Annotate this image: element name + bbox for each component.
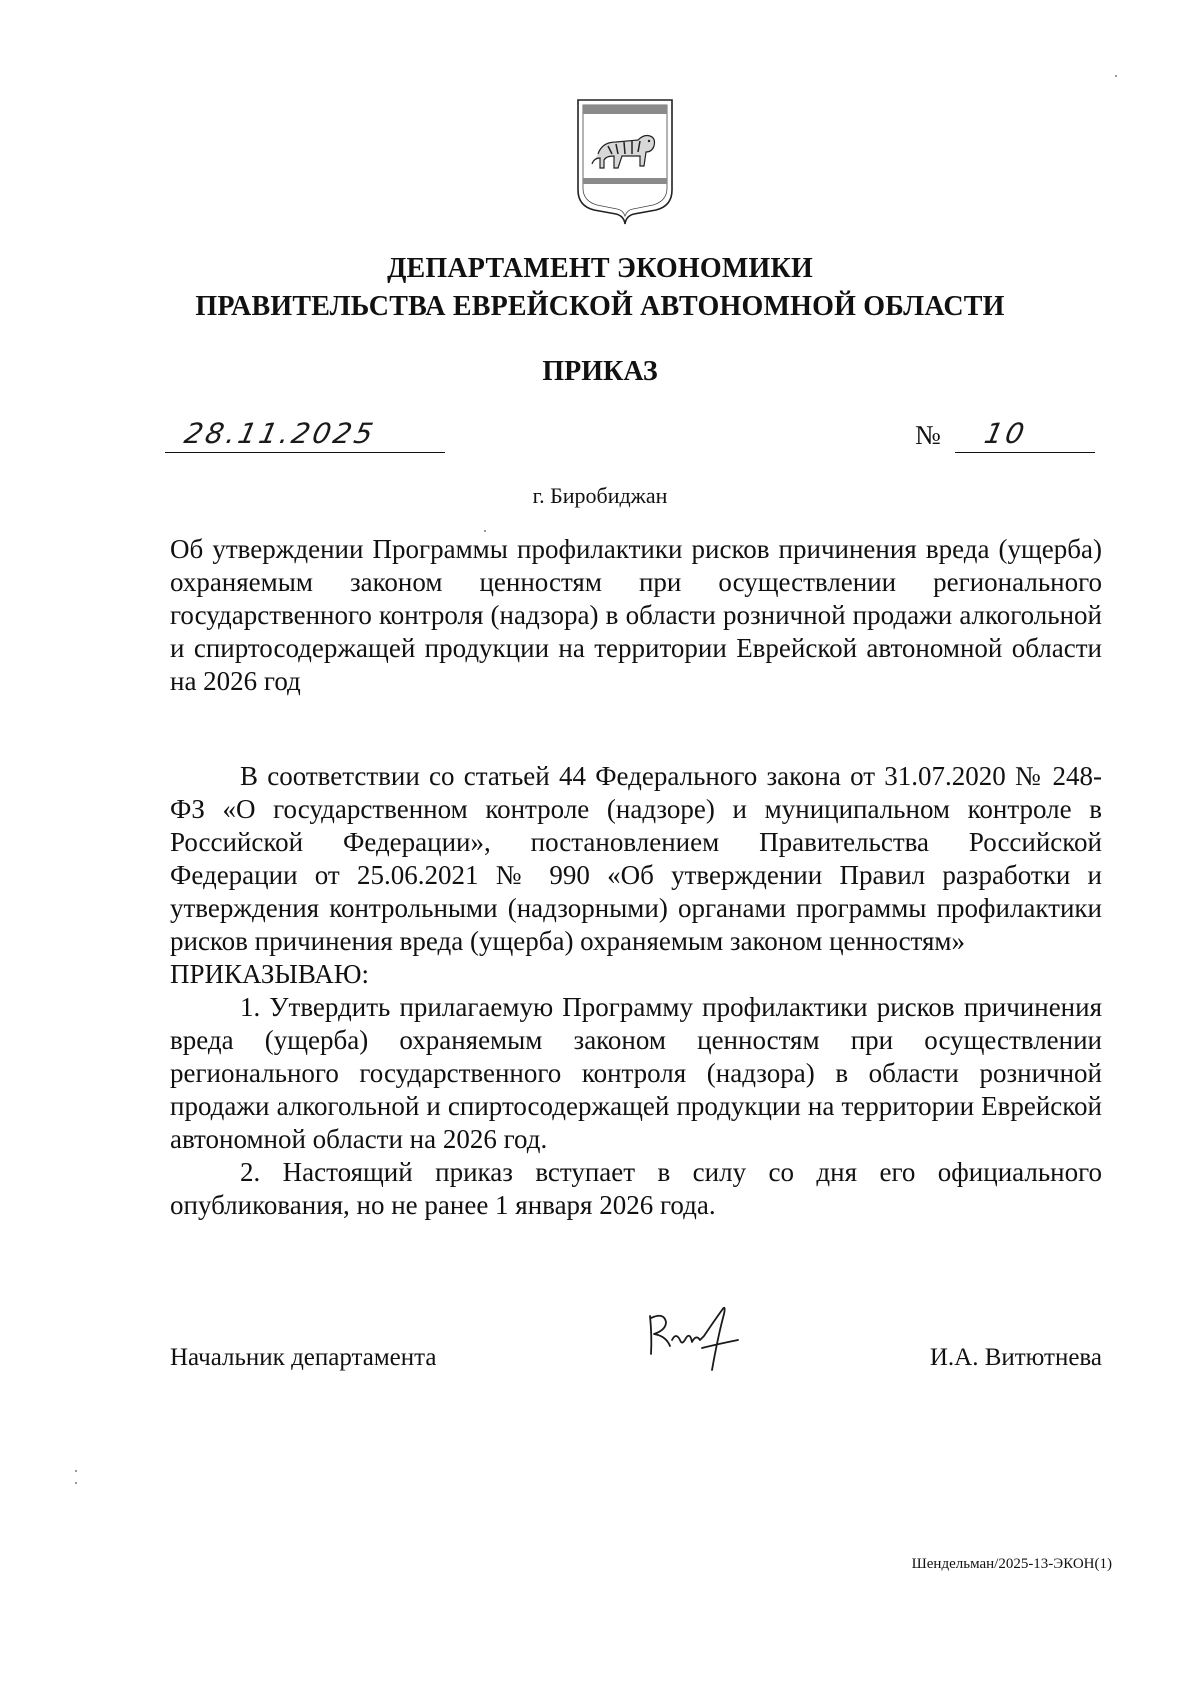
department-line-2: ПРАВИТЕЛЬСТВА ЕВРЕЙСКОЙ АВТОНОМНОЙ ОБЛАСТИ — [195, 291, 1005, 322]
scan-speck — [75, 1482, 77, 1484]
scan-speck — [75, 1470, 77, 1472]
footer-code: Шендельман/2025-13-ЭКОН(1) — [911, 1556, 1112, 1572]
signatory-position: Начальник департамента — [170, 1344, 437, 1371]
department-title — [120, 250, 1080, 326]
date-handwritten: 28.11.2025 — [181, 417, 379, 450]
date-field — [165, 418, 445, 453]
order-body — [170, 760, 1102, 1222]
city-line: г. Биробиджан — [532, 483, 668, 508]
document-type: ПРИКАЗ — [542, 356, 658, 387]
scan-speck — [1115, 75, 1117, 77]
emblem-icon — [572, 94, 678, 226]
number-label: № — [915, 420, 941, 450]
number-handwritten: 10 — [981, 417, 1031, 450]
order-subject: Об утверждении Программы профилактики рисков причинения вреда (ущерба) охраняемым законом ценностям при осуществлении регионального государственного контроля (надзора) в области розничной продажи алкогольной и спиртосодержащей продукции на территории Еврейской автономной области на 2026 год — [170, 534, 1102, 696]
order-item-2: 2. Настоящий приказ вступает в силу со дня его официального опубликования, но не ранее 1 января 2026 года. — [170, 1157, 1102, 1220]
command-word: ПРИКАЗЫВАЮ: — [170, 959, 369, 989]
department-line-1: ДЕПАРТАМЕНТ ЭКОНОМИКИ — [387, 253, 813, 284]
order-item-1: 1. Утвердить прилагаемую Программу профилактики рисков причинения вреда (ущерба) охраняемым законом ценностям при осуществлении регионального государственного контроля (надзора) в области розничной продажи алкогольной и спиртосодержащей продукции на территории Еврейской автономной области на 2026 год. — [170, 992, 1102, 1154]
number-field — [955, 418, 1095, 453]
signature-icon — [642, 1296, 752, 1376]
signatory-name: И.А. Витютнева — [929, 1344, 1102, 1371]
scan-speck — [484, 530, 486, 532]
preamble-paragraph: В соответствии со статьей 44 Федерального закона от 31.07.2020 № 248-ФЗ «О государственном контроле (надзоре) и муниципальном контроле в Российской Федерации», постановлением Правительства Российской Федерации от 25.06.2021 № 990 «Об утверждении Правил разработки и утверждения контрольными (надзорными) органами программы профилактики рисков причинения вреда (ущерба) охраняемым законом ценностям» — [170, 761, 1102, 956]
